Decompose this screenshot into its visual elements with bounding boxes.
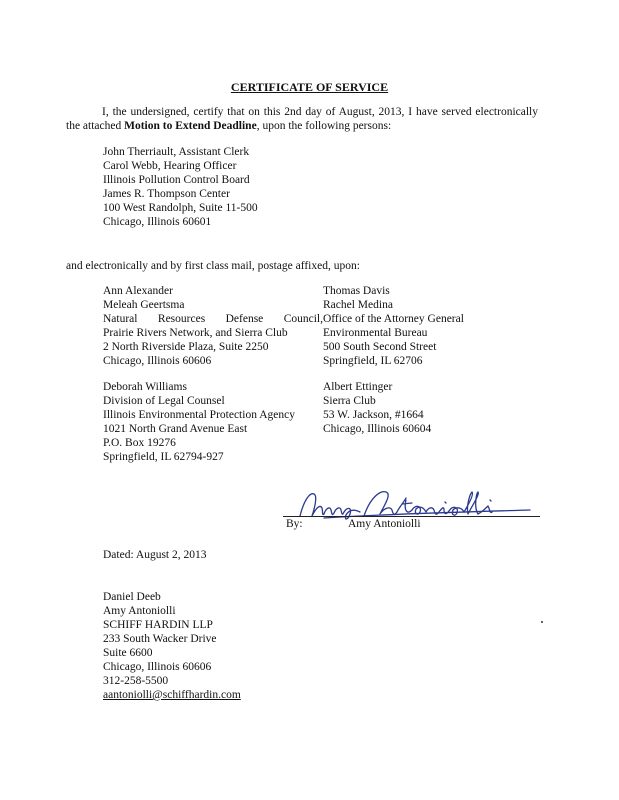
address-line: Rachel Medina bbox=[323, 299, 393, 311]
first-recipient-address bbox=[103, 145, 258, 229]
address-line: 312-258-5500 bbox=[103, 675, 169, 687]
address-line: 1021 North Grand Avenue East bbox=[103, 423, 248, 435]
date-line: Dated: August 2, 2013 bbox=[103, 549, 207, 561]
address-line: Office of the Attorney General bbox=[323, 313, 464, 325]
address-line: Ann Alexander bbox=[103, 285, 173, 297]
address-line: Meleah Geertsma bbox=[103, 299, 185, 311]
scan-speck bbox=[541, 621, 543, 623]
by-label: By: bbox=[286, 518, 303, 530]
address-line: Amy Antoniolli bbox=[103, 605, 176, 617]
address-line: Chicago, Illinois 60606 bbox=[103, 661, 212, 673]
email-link[interactable]: aantoniolli@schiffhardin.com bbox=[103, 689, 241, 701]
address-line: Carol Webb, Hearing Officer bbox=[103, 160, 237, 172]
address-line: Chicago, Illinois 60601 bbox=[103, 216, 212, 228]
address-line: 233 South Wacker Drive bbox=[103, 633, 217, 645]
address-line: Deborah Williams bbox=[103, 381, 187, 393]
address-line: Illinois Environmental Protection Agency bbox=[103, 409, 295, 421]
intro-text-end: , upon the following persons: bbox=[256, 120, 392, 132]
address-line: Division of Legal Counsel bbox=[103, 395, 225, 407]
address-line: Sierra Club bbox=[323, 395, 376, 407]
address-line: Albert Ettinger bbox=[323, 381, 393, 393]
signer-name: Amy Antoniolli bbox=[348, 518, 421, 530]
served-document-title: Motion to Extend Deadline bbox=[124, 120, 257, 132]
mail-intro: and electronically and by first class mail, postage affixed, upon: bbox=[66, 260, 360, 272]
address-line: Springfield, IL 62794-927 bbox=[103, 451, 224, 463]
counsel-address bbox=[103, 590, 241, 702]
address-line: 53 W. Jackson, #1664 bbox=[323, 409, 424, 421]
recipient-address-ettinger bbox=[323, 380, 431, 436]
address-line: Daniel Deeb bbox=[103, 591, 161, 603]
address-line: 500 South Second Street bbox=[323, 341, 437, 353]
intro-paragraph bbox=[66, 105, 538, 133]
address-line: Prairie Rivers Network, and Sierra Club bbox=[103, 327, 288, 339]
address-line: Natural Resources Defense Council, bbox=[103, 313, 323, 325]
address-line: SCHIFF HARDIN LLP bbox=[103, 619, 213, 631]
recipient-address-williams bbox=[103, 380, 295, 464]
address-line: Environmental Bureau bbox=[323, 327, 428, 339]
document-title: CERTIFICATE OF SERVICE bbox=[230, 80, 389, 94]
address-line: Thomas Davis bbox=[323, 285, 390, 297]
address-line: Chicago, Illinois 60604 bbox=[323, 423, 432, 435]
recipient-address-alexander bbox=[103, 284, 323, 368]
address-line: P.O. Box 19276 bbox=[103, 437, 176, 449]
address-line: 2 North Riverside Plaza, Suite 2250 bbox=[103, 341, 269, 353]
intro-text: I, the undersigned, certify that on this 2nd day of August, 2013, I have served electronically the attached bbox=[66, 106, 538, 132]
address-line: 100 West Randolph, Suite 11-500 bbox=[103, 202, 258, 214]
address-line: Suite 6600 bbox=[103, 647, 153, 659]
recipient-address-davis bbox=[323, 284, 464, 368]
address-line: John Therriault, Assistant Clerk bbox=[103, 146, 250, 158]
address-line: Springfield, IL 62706 bbox=[323, 355, 423, 367]
address-line: James R. Thompson Center bbox=[103, 188, 230, 200]
address-line: Chicago, Illinois 60606 bbox=[103, 355, 212, 367]
address-line: Illinois Pollution Control Board bbox=[103, 174, 250, 186]
